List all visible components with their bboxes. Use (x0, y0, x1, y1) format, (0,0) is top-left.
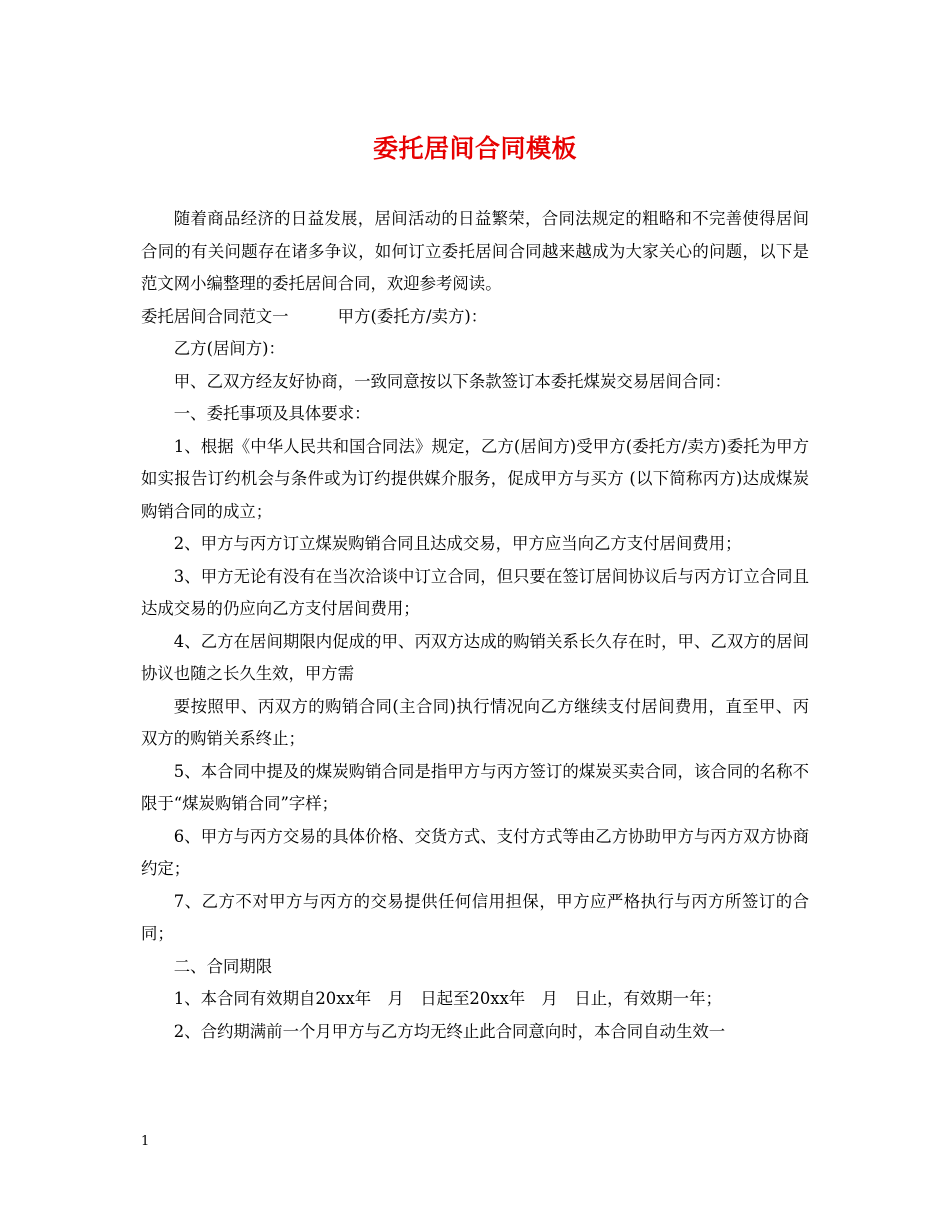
body-paragraph: 1、本合同有效期自20xx年 月 日起至20xx年 月 日止，有效期一年； (173, 989, 722, 1008)
body-paragraph: 随着商品经济的日益发展，居间活动的日益繁荣，合同法规定的粗略和不完善使得居间合同的有关问题存在诸多争议，如何订立委托居间合同越来越成为大家关心的问题，以下是范文网小编整理的委托居间合同，欢迎参考阅读。 (141, 209, 809, 293)
body-paragraph: 要按照甲、丙双方的购销合同(主合同)执行情况向乙方继续支付居间费用，直至甲、丙双方的购销关系终止； (141, 696, 809, 748)
body-paragraph: 2、甲方与丙方订立煤炭购销合同且达成交易，甲方应当向乙方支付居间费用； (173, 534, 742, 553)
body-paragraph: 2、合约期满前一个月甲方与乙方均无终止此合同意向时，本合同自动生效一 (173, 1021, 726, 1041)
body-paragraph: 甲、乙双方经友好协商，一致同意按以下条款签订本委托煤炭交易居间合同： (173, 371, 732, 391)
section-heading: 二、合同期限 (173, 956, 273, 976)
body-paragraph: 1、根据《中华人民共和国合同法》规定，乙方(居间方)受甲方(委托方/卖方)委托为甲方如实报告订约机会与条件或为订约提供媒介服务，促成甲方与买方 (以下简称丙方)达成煤炭购销合同的成立； (141, 436, 809, 521)
body-paragraph: 4、乙方在居间期限内促成的甲、丙双方达成的购销关系长久存在时，甲、乙双方的居间协议也随之长久生效，甲方需 (141, 631, 809, 683)
document-body (141, 203, 809, 1048)
section-heading: 一、委托事项及具体要求： (173, 404, 371, 423)
page-number: 1 (141, 1134, 150, 1149)
body-paragraph: 7、乙方不对甲方与丙方的交易提供任何信用担保，甲方应严格执行与丙方所签订的合同； (141, 891, 809, 943)
body-paragraph: 6、甲方与丙方交易的具体价格、交货方式、支付方式等由乙方协助甲方与丙方双方协商约定； (141, 826, 809, 878)
document-title: 委托居间合同模板 (372, 134, 577, 163)
body-paragraph: 乙方(居间方)： (173, 339, 285, 358)
body-paragraph: 3、甲方无论有没有在当次洽谈中订立合同，但只要在签订居间协议后与丙方订立合同且达成交易的仍应向乙方支付居间费用； (141, 566, 809, 618)
body-paragraph: 5、本合同中提及的煤炭购销合同是指甲方与丙方签订的煤炭买卖合同，该合同的名称不限于“煤炭购销合同”字样； (141, 761, 809, 813)
body-paragraph: 委托居间合同范文一 甲方(委托方/卖方)： (141, 306, 488, 326)
